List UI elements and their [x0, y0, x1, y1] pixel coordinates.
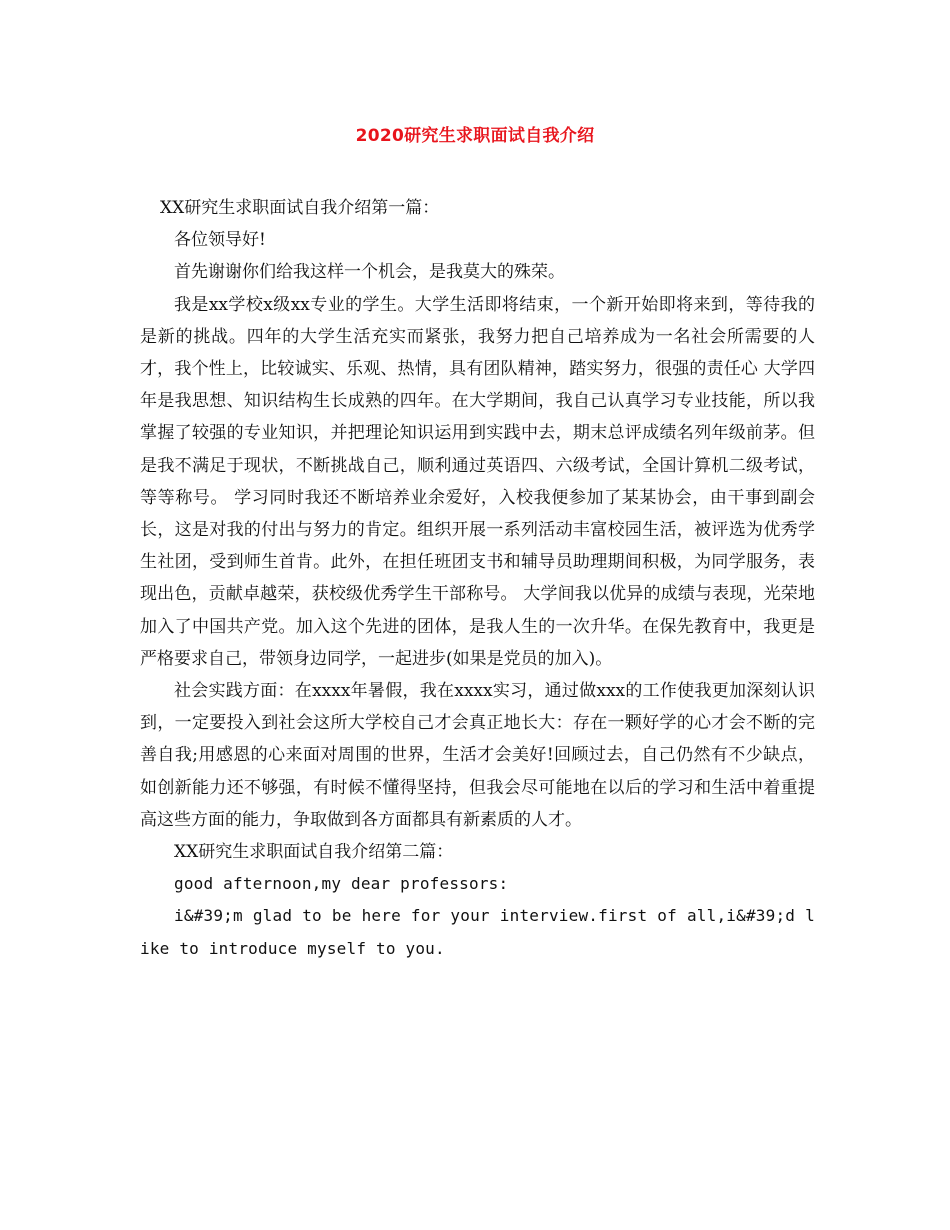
document-body	[140, 192, 815, 965]
section-heading-2: XX研究生求职面试自我介绍第二篇：	[174, 842, 454, 863]
greeting-paragraph: 各位领导好!	[174, 230, 266, 251]
english-greeting-paragraph: good afternoon,my dear professors:	[174, 874, 509, 894]
document-title: 2020研究生求职面试自我介绍	[355, 126, 595, 146]
practice-paragraph: 社会实践方面：在xxxx年暑假，我在xxxx实习，通过做xxx的工作使我更加深刻认识到，一定要投入到社会这所大学校自己才会真正地长大：存在一颗好学的心才会不断的完善自我;用感恩的心来面对周围的世界，生活才会美好!回顾过去，自己仍然有不少缺点，如创新能力还不够强，有时候不懂得坚持，但我会尽可能地在以后的学习和生活中着重提高这些方面的能力，争取做到各方面都具有新素质的人才。	[140, 681, 815, 830]
english-intro-paragraph: i&#39;m glad to be here for your interview.first of all,i&#39;d like to introduce myself to you.	[140, 906, 815, 958]
thanks-paragraph: 首先谢谢你们给我这样一个机会，是我莫大的殊荣。	[174, 262, 565, 283]
background-paragraph: 我是xx学校x级xx专业的学生。大学生活即将结束，一个新开始即将来到，等待我的是新的挑战。四年的大学生活充实而紧张，我努力把自己培养成为一名社会所需要的人才，我个性上，比较诚实、乐观、热情，具有团队精神，踏实努力，很强的责任心 大学四年是我思想、知识结构生长成熟的四年。在大学期间，我自己认真学习专业技能，所以我掌握了较强的专业知识，并把理论知识运用到实践中去，期末总评成绩名列年级前茅。但是我不满足于现状，不断挑战自己，顺利通过英语四、六级考试，全国计算机二级考试，等等称号。 学习同时我还不断培养业余爱好，入校我便参加了某某协会，由干事到副会长，这是对我的付出与努力的肯定。组织开展一系列活动丰富校园生活，被评选为优秀学生社团，受到师生首肯。此外，在担任班团支书和辅导员助理期间积极，为同学服务，表现出色，贡献卓越荣，获校级优秀学生干部称号。 大学间我以优异的成绩与表现，光荣地加入了中国共产党。加入这个先进的团体，是我人生的一次升华。在保先教育中，我更是严格要求自己，带领身边同学，一起进步(如果是党员的加入)。	[140, 294, 815, 669]
section-heading-1: XX研究生求职面试自我介绍第一篇：	[160, 198, 440, 218]
